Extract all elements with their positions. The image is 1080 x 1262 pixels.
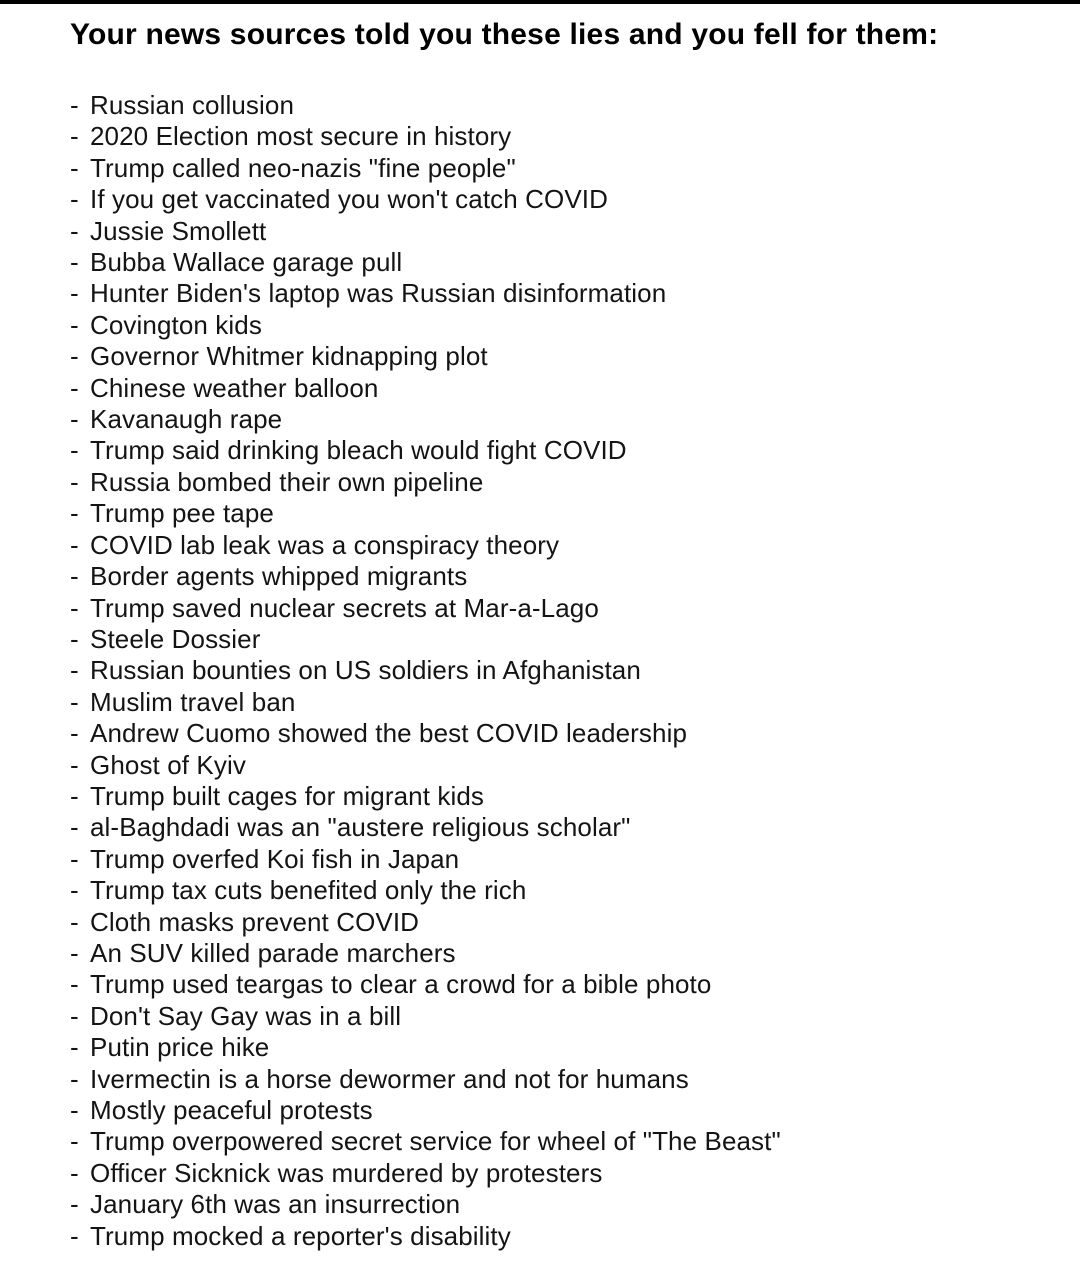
list-item-text: Russian bounties on US soldiers in Afghanistan (90, 655, 641, 686)
bullet-dash: - (70, 215, 79, 246)
list-item-text: Trump called neo-nazis "fine people" (90, 152, 516, 183)
bullet-dash: - (70, 247, 79, 278)
bullet-dash: - (70, 372, 79, 403)
list-item (70, 1158, 1020, 1189)
list-item-text: Mostly peaceful protests (90, 1095, 373, 1125)
list-item (70, 907, 1020, 938)
bullet-dash: - (70, 1032, 79, 1063)
bullet-dash: - (70, 1095, 79, 1125)
bullet-dash: - (70, 435, 79, 466)
list-item (70, 655, 1020, 686)
list-item-text: Trump built cages for migrant kids (90, 780, 485, 811)
list-item-text: Trump saved nuclear secrets at Mar-a-Lago (90, 592, 599, 623)
list-item-text: Trump pee tape (90, 498, 274, 529)
list-item (70, 1189, 1020, 1220)
list-item (70, 121, 1020, 152)
bullet-dash: - (70, 718, 79, 749)
bullet-dash: - (70, 906, 79, 937)
list-item (70, 561, 1020, 592)
list-item-text: Muslim travel ban (90, 686, 296, 717)
bullet-dash: - (70, 1157, 79, 1188)
list-item-text: Hunter Biden's laptop was Russian disinformation (90, 278, 667, 309)
list-item (70, 812, 1020, 843)
list-item (70, 216, 1020, 247)
list-item-text: Trump overpowered secret service for wheel of "The Beast" (90, 1126, 781, 1157)
bullet-dash: - (70, 843, 79, 874)
list-item-text: Andrew Cuomo showed the best COVID leadership (90, 718, 688, 749)
list-item (70, 624, 1020, 655)
list-item (70, 1126, 1020, 1157)
list-item-text: Covington kids (90, 309, 262, 340)
list-item (70, 1064, 1020, 1095)
list-item-text: Steele Dossier (90, 623, 261, 654)
list-item (70, 718, 1020, 749)
list-item-text: An SUV killed parade marchers (90, 937, 456, 968)
bullet-dash: - (70, 152, 79, 183)
list-item (70, 938, 1020, 969)
list-item (70, 593, 1020, 624)
list-item (70, 1221, 1020, 1252)
bullet-dash: - (70, 780, 79, 811)
list-item (70, 530, 1020, 561)
list-item-text: January 6th was an insurrection (90, 1189, 461, 1220)
list-item-text: Ivermectin is a horse dewormer and not for humans (90, 1063, 689, 1094)
list-item-text: COVID lab leak was a conspiracy theory (90, 529, 560, 560)
bullet-dash: - (70, 1063, 79, 1094)
list-item (70, 750, 1020, 781)
list-item (70, 247, 1020, 278)
bullet-dash: - (70, 875, 79, 906)
list-item-text: Chinese weather balloon (90, 372, 379, 403)
list-item (70, 687, 1020, 718)
lies-list (70, 90, 1020, 1252)
list-item (70, 844, 1020, 875)
list-item (70, 498, 1020, 529)
list-item (70, 341, 1020, 372)
list-item (70, 781, 1020, 812)
bullet-dash: - (70, 749, 79, 780)
bullet-dash: - (70, 1189, 79, 1220)
list-item (70, 184, 1020, 215)
list-item-text: 2020 Election most secure in history (90, 121, 512, 152)
list-item (70, 875, 1020, 906)
bullet-dash: - (70, 686, 79, 717)
list-item (70, 373, 1020, 404)
list-item-text: Trump said drinking bleach would fight COVID (90, 435, 627, 466)
list-item (70, 310, 1020, 341)
bullet-dash: - (70, 592, 79, 623)
bullet-dash: - (70, 812, 79, 843)
bullet-dash: - (70, 466, 79, 497)
list-item-text: If you get vaccinated you won't catch COVID (90, 184, 608, 215)
list-item (70, 1001, 1020, 1032)
bullet-dash: - (70, 278, 79, 309)
bullet-dash: - (70, 341, 79, 372)
list-item-text: Trump mocked a reporter's disability (90, 1220, 511, 1251)
bullet-dash: - (70, 309, 79, 340)
list-item (70, 153, 1020, 184)
bullet-dash: - (70, 1000, 79, 1031)
list-item (70, 278, 1020, 309)
list-item (70, 404, 1020, 435)
list-item-text: Putin price hike (90, 1032, 270, 1063)
list-item-text: Trump tax cuts benefited only the rich (90, 875, 527, 906)
list-item-text: Officer Sicknick was murdered by protesters (90, 1157, 603, 1188)
bullet-dash: - (70, 1220, 79, 1251)
bullet-dash: - (70, 969, 79, 1000)
list-item-text: Ghost of Kyiv (90, 749, 246, 780)
list-item (70, 1095, 1020, 1126)
bullet-dash: - (70, 498, 79, 529)
bullet-dash: - (70, 561, 79, 592)
list-item-text: Bubba Wallace garage pull (90, 247, 403, 278)
list-item-text: Russia bombed their own pipeline (90, 466, 484, 497)
list-item-text: Russian collusion (90, 90, 295, 120)
bullet-dash: - (70, 1126, 79, 1157)
bullet-dash: - (70, 655, 79, 686)
list-item-text: Cloth masks prevent COVID (90, 906, 420, 937)
bullet-dash: - (70, 121, 79, 152)
list-item (70, 90, 1020, 121)
bullet-dash: - (70, 404, 79, 435)
list-item-text: Trump overfed Koi fish in Japan (90, 843, 460, 874)
list-item-text: Trump used teargas to clear a crowd for a bible photo (90, 969, 712, 1000)
list-item-text: Border agents whipped migrants (90, 561, 468, 592)
list-item-text: Jussie Smollett (90, 215, 267, 246)
list-item-text: Governor Whitmer kidnapping plot (90, 341, 488, 372)
bullet-dash: - (70, 90, 79, 120)
list-item (70, 467, 1020, 498)
list-item (70, 969, 1020, 1000)
bullet-dash: - (70, 623, 79, 654)
list-item-text: al-Baghdadi was an "austere religious scholar" (90, 812, 631, 843)
bullet-dash: - (70, 937, 79, 968)
list-item (70, 435, 1020, 466)
list-item (70, 1032, 1020, 1063)
list-item-text: Kavanaugh rape (90, 404, 283, 435)
post-content (0, 4, 1080, 1252)
post-title: Your news sources told you these lies and you fell for them: (70, 18, 939, 51)
bullet-dash: - (70, 529, 79, 560)
list-item-text: Don't Say Gay was in a bill (90, 1000, 402, 1031)
bullet-dash: - (70, 184, 79, 215)
